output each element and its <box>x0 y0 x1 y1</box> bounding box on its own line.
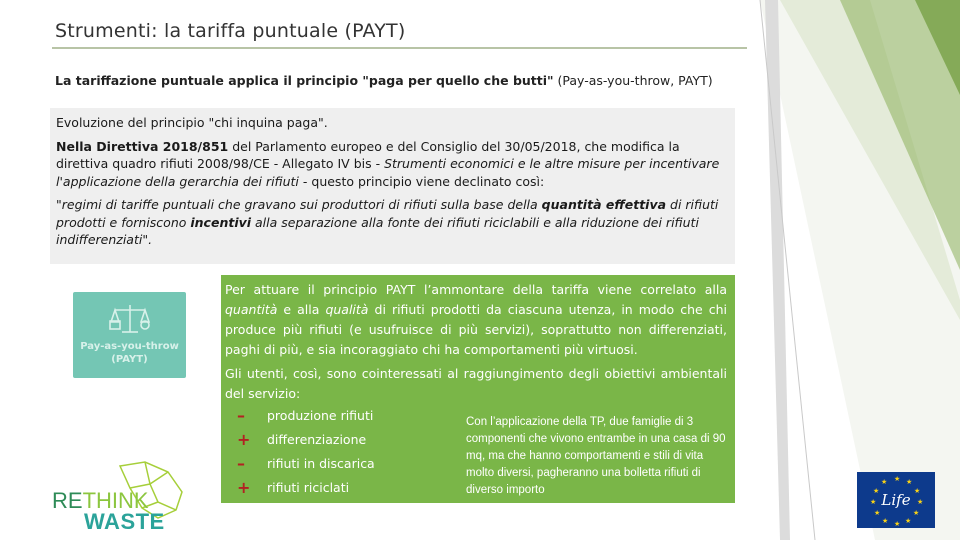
eu-life-logo <box>857 472 935 528</box>
svg-text:★: ★ <box>894 475 901 483</box>
svg-text:★: ★ <box>917 498 924 506</box>
svg-text:★: ★ <box>894 520 901 528</box>
scale-icon <box>107 302 153 336</box>
waste-logo-text: WASTE <box>84 509 165 534</box>
list-item: – produzione rifiuti <box>237 406 374 425</box>
svg-text:★: ★ <box>870 498 877 506</box>
subtitle-rest: (Pay-as-you-throw, PAYT) <box>553 73 713 88</box>
directive-ref: Nella Direttiva 2018/851 <box>56 138 229 154</box>
life-logo-text: Life <box>881 491 911 509</box>
svg-text:★: ★ <box>906 478 913 486</box>
directive-text: Nella Direttiva 2018/851 del Parlamento europeo e del Consiglio del 30/05/2018, che modifica la direttiva quadro rifiuti 2008/98/CE - Allegato IV bis - Strumenti economici e le altre misure per incentivare l'applicazione della gerarchia dei rifiuti - questo principio viene declinato così: <box>56 138 720 189</box>
list-item: + differenziazione <box>237 430 367 449</box>
svg-text:★: ★ <box>914 487 921 495</box>
users-objectives: Gli utenti, così, sono cointeressati al raggiungimento degli obiettivi ambientali del servizio: <box>225 366 727 401</box>
example-note: Con l’applicazione della TP, due famiglie di 3 componenti che vivono entrambe in una casa di 90 mq, ma che hanno comportamenti e stili di vita molto diversi, pagheranno una bolletta rifiuti di diverso importo <box>466 416 726 496</box>
page-title: Strumenti: la tariffa puntuale (PAYT) <box>55 20 406 42</box>
subtitle-bold: La tariffazione puntuale applica il principio "paga per quello che butti" <box>55 73 554 88</box>
subtitle <box>55 73 713 88</box>
svg-text:★: ★ <box>913 509 920 517</box>
payt-explanation: Per attuare il principio PAYT l’ammontare della tariffa viene correlato alla quantità e alla qualità di rifiuti prodotti da ciascuna utenza, in modo che chi produce più rifiuti (e usufruisce di più servizi), soprattutto non differenziati, paghi di più, e sia incoraggiato chi ha comportamenti più virtuosi. <box>225 282 727 357</box>
directive-box <box>50 108 735 264</box>
rethink-logo-text: RETHINK <box>52 488 149 513</box>
directive-quote: "regimi di tariffe puntuali che gravano sui produttori di rifiuti sulla base della quantità effettiva di rifiuti prodotti e forniscono incentivi alla separazione alla fonte dei rifiuti riciclabili e alla riduzione dei rifiuti indifferenziati". <box>56 197 719 247</box>
directive-intro: Evoluzione del principio "chi inquina paga". <box>56 115 328 130</box>
decorative-side-shapes <box>730 0 960 540</box>
payt-icon-card <box>73 292 186 378</box>
payt-label: Pay-as-you-throw (PAYT) <box>80 341 179 365</box>
svg-text:★: ★ <box>873 487 880 495</box>
svg-text:★: ★ <box>882 517 889 525</box>
svg-text:★: ★ <box>874 509 881 517</box>
svg-text:★: ★ <box>881 478 888 486</box>
title-divider <box>52 47 747 49</box>
list-item: + rifiuti riciclati <box>237 478 350 497</box>
list-item: – rifiuti in discarica <box>237 454 375 473</box>
svg-text:★: ★ <box>905 517 912 525</box>
